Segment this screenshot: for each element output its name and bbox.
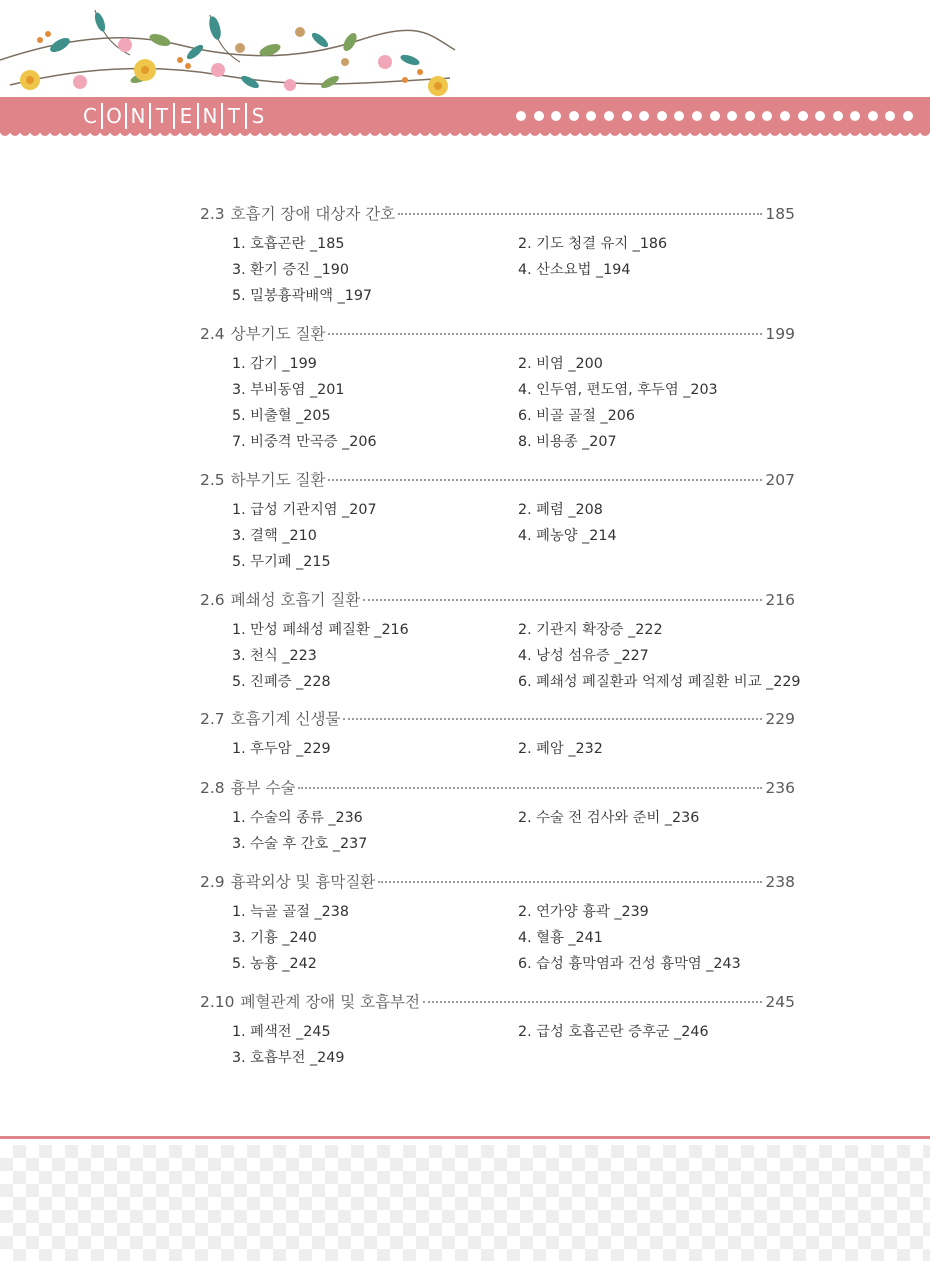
contents-title [79,103,269,129]
contents-title-letter: C [79,103,103,129]
dotted-leader [328,479,762,481]
section-title: 폐혈관계 장애 및 호흡부전 [240,993,421,1011]
toc-entry[interactable]: 2. 수술 전 검사와 준비 _236 [518,810,700,826]
toc-entry[interactable]: 3. 기흉 _240 [232,930,317,946]
toc-section [200,588,801,690]
banner-dot [639,111,649,121]
section-title: 상부기도 질환 [230,325,326,343]
contents-title-letter: S [251,104,265,128]
banner-dot [727,111,737,121]
banner-dot [569,111,579,121]
section-page-number: 229 [765,710,795,728]
banner-dot [903,111,913,121]
banner-dot [551,111,561,121]
toc-section-heading[interactable] [200,990,795,1014]
section-page-number: 199 [765,325,795,343]
banner-dot [534,111,544,121]
toc-entry[interactable]: 4. 산소요법 _194 [518,262,631,278]
toc-section [200,322,795,450]
toc-section [200,990,795,1066]
banner-dot [745,111,755,121]
banner-dot [622,111,632,121]
toc-section-heading[interactable] [200,322,795,346]
toc-section [200,202,795,304]
section-title: 하부기도 질환 [230,471,326,489]
banner-dot [798,111,808,121]
banner-dot [692,111,702,121]
toc-entry[interactable]: 6. 비골 골절 _206 [518,408,635,424]
banner-dot [710,111,720,121]
section-title: 흉부 수술 [230,779,296,797]
section-number: 2.4 [200,325,225,343]
toc-section-heading[interactable] [200,588,795,612]
toc-section-heading[interactable] [200,707,795,731]
toc-section-heading[interactable] [200,870,795,894]
dotted-leader [298,787,762,789]
toc-entry[interactable]: 1. 급성 기관지염 _207 [232,502,377,518]
toc-entry[interactable]: 4. 낭성 섬유증 _227 [518,648,649,664]
banner-dot [815,111,825,121]
toc-entry[interactable]: 4. 인두염, 편도염, 후두염 _203 [518,382,718,398]
toc-entry[interactable]: 1. 호흡곤란 _185 [232,236,345,252]
banner-dot [604,111,614,121]
toc-section-heading[interactable] [200,468,795,492]
toc-entry[interactable]: 3. 결핵 _210 [232,528,317,544]
contents-title-letter: T [223,103,247,129]
section-number: 2.8 [200,779,225,797]
section-number: 2.6 [200,591,225,609]
toc-entry[interactable]: 1. 후두암 _229 [232,741,331,757]
toc-section [200,707,795,757]
contents-title-letter: N [199,103,223,129]
dotted-leader [328,333,762,335]
section-page-number: 238 [765,873,795,891]
floral-decoration [0,0,460,110]
section-title: 폐쇄성 호흡기 질환 [230,591,361,609]
toc-entry[interactable]: 2. 연가양 흉곽 _239 [518,904,649,920]
banner-dot [885,111,895,121]
section-page-number: 216 [765,591,795,609]
toc-entry[interactable]: 4. 혈흉 _241 [518,930,603,946]
section-title: 호흡기 장애 대상자 간호 [230,205,396,223]
banner-dot [762,111,772,121]
toc-entry[interactable]: 3. 천식 _223 [232,648,317,664]
toc-entry[interactable]: 3. 부비동염 _201 [232,382,345,398]
toc-entry[interactable]: 5. 농흉 _242 [232,956,317,972]
dotted-leader [363,599,762,601]
toc-entry[interactable]: 5. 비출혈 _205 [232,408,331,424]
section-number: 2.5 [200,471,225,489]
banner-dot [674,111,684,121]
contents-title-letter: O [103,103,127,129]
toc-entry[interactable]: 1. 감기 _199 [232,356,317,372]
banner-dot [586,111,596,121]
toc-entry[interactable]: 2. 비염 _200 [518,356,603,372]
toc-entry[interactable]: 2. 급성 호흡곤란 증후군 _246 [518,1024,709,1040]
toc-section-heading[interactable] [200,202,795,226]
toc-section [200,870,795,972]
section-number: 2.7 [200,710,225,728]
contents-title-letter: N [127,103,151,129]
section-page-number: 185 [765,205,795,223]
banner-dots [516,111,921,121]
banner-dot [657,111,667,121]
section-title: 호흡기계 신생물 [230,710,341,728]
toc-entry[interactable]: 1. 폐색전 _245 [232,1024,331,1040]
section-number: 2.3 [200,205,225,223]
toc-entry[interactable]: 2. 폐암 _232 [518,741,603,757]
dotted-leader [398,213,762,215]
toc-entry[interactable]: 1. 만성 폐쇄성 폐질환 _216 [232,622,409,638]
toc-entry[interactable]: 3. 호흡부전 _249 [232,1050,345,1066]
footer-checker-pattern [0,1145,930,1261]
section-page-number: 207 [765,471,795,489]
toc-entry[interactable]: 7. 비중격 만곡증 _206 [232,434,377,450]
toc-entry[interactable]: 1. 수술의 종류 _236 [232,810,363,826]
dotted-leader [378,881,762,883]
section-page-number: 236 [765,779,795,797]
contents-title-letter: E [175,103,199,129]
section-number: 2.9 [200,873,225,891]
banner-dot [833,111,843,121]
footer-line [0,1136,930,1139]
banner-dot [868,111,878,121]
section-title: 흉곽외상 및 흉막질환 [230,873,376,891]
toc-entry[interactable]: 1. 늑골 골절 _238 [232,904,349,920]
toc-section [200,468,795,570]
toc-entry[interactable]: 8. 비용종 _207 [518,434,617,450]
toc-entry[interactable]: 5. 진폐증 _228 [232,674,331,690]
banner-scallop-edge [0,131,930,140]
banner-dot [516,111,526,121]
banner-dot [850,111,860,121]
toc-entry[interactable]: 6. 습성 흉막염과 건성 흉막염 _243 [518,956,741,972]
toc-entry[interactable]: 2. 기도 청결 유지 _186 [518,236,668,252]
dotted-leader [343,718,762,720]
section-number: 2.10 [200,993,235,1011]
toc-entry[interactable]: 5. 밀봉흉곽배액 _197 [232,288,373,304]
banner-dot [780,111,790,121]
toc-entry[interactable]: 2. 폐렴 _208 [518,502,603,518]
contents-title-letter: T [151,103,175,129]
dotted-leader [423,1001,762,1003]
toc-entry[interactable]: 3. 환기 증진 _190 [232,262,349,278]
toc-entry[interactable]: 3. 수술 후 간호 _237 [232,836,368,852]
toc-section [200,776,795,852]
toc-entry[interactable]: 6. 폐쇄성 폐질환과 억제성 폐질환 비교 _229 [518,674,801,690]
toc-section-heading[interactable] [200,776,795,800]
toc-entry[interactable]: 4. 폐농양 _214 [518,528,617,544]
toc-entry[interactable]: 5. 무기폐 _215 [232,554,331,570]
toc-entry[interactable]: 2. 기관지 확장증 _222 [518,622,663,638]
section-page-number: 245 [765,993,795,1011]
